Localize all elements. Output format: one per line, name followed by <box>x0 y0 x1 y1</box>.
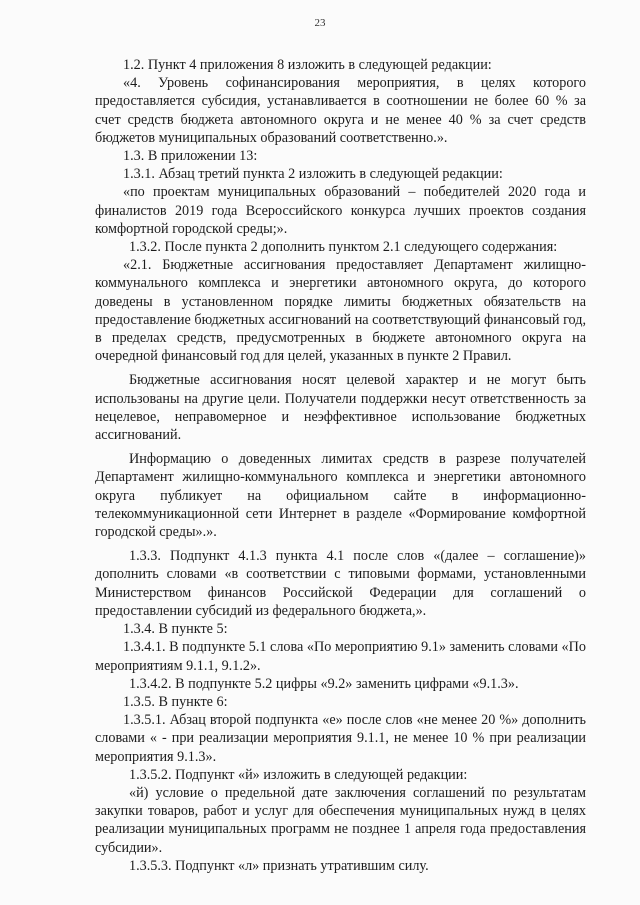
paragraph-2-1: «2.1. Бюджетные ассигнования предоставляет Департамент жилищно-коммунального комплекса и энергетики автономного округа, до которого доведены в установленном порядке лимиты бюджетных обязательств на предоставление бюджетных ассигнований на соответствующий финансовый год, в пределах средств, предусмотренных в бюджете автономного округа на очередной финансовый год для целей, указанных в пункте 2 Правил. <box>95 257 586 365</box>
paragraph-1-3: 1.3. В приложении 13: <box>123 148 258 165</box>
paragraph-1-2-text: «4. Уровень софинансирования мероприятия, в целях которого предоставляется субсидия, устанавливается в соотношении не более 60 % за счет средств бюджета автономного округа и не менее 40 % за счет средств бюджетов муниципальных образований соответственно.». <box>95 75 586 146</box>
paragraph-1-3-5: 1.3.5. В пункте 6: <box>123 693 228 710</box>
paragraph-limits-info: Информацию о доведенных лимитах средств в разрезе получателей Департамент жилищно-коммунального комплекса и энергетики автономного округа публикует на официальном сайте в информационно-телекоммуникационной сети Интернет в разделе «Формирование комфортной городской среды».». <box>95 451 586 541</box>
paragraph-1-3-4-2: 1.3.4.2. В подпункте 5.2 цифры «9.2» заменить цифрами «9.1.3». <box>129 675 519 692</box>
paragraph-1-3-5-1: 1.3.5.1. Абзац второй подпункта «е» после слов «не менее 20 %» дополнить словами « - при реализации мероприятия 9.1.1, не менее 10 % при реализации мероприятия 9.1.3». <box>95 712 586 765</box>
paragraph-1-3-4: 1.3.4. В пункте 5: <box>123 621 228 638</box>
paragraph-1-3-3: 1.3.3. Подпункт 4.1.3 пункта 4.1 после слов «(далее – соглашение)» дополнить словами «в соответствии с типовыми формами, установленными Министерством финансов Российской Федерации для соглашений о предоставлении субсидий из федерального бюджета,». <box>95 548 586 619</box>
paragraph-1-3-1: 1.3.1. Абзац третий пункта 2 изложить в следующей редакции: <box>123 166 503 183</box>
paragraph-1-3-2: 1.3.2. После пункта 2 дополнить пунктом 2.1 следующего содержания: <box>129 239 558 256</box>
paragraph-1-3-4-1: 1.3.4.1. В подпункте 5.1 слова «По мероприятию 9.1» заменить словами «По мероприятиям 9.1.1, 9.1.2». <box>95 639 586 674</box>
paragraph-1-2: 1.2. Пункт 4 приложения 8 изложить в следующей редакции: <box>123 57 492 73</box>
document-body <box>95 56 586 875</box>
paragraph-1-3-5-2-text: «й) условие о предельной дате заключения соглашений по результатам закупки товаров, работ и услуг для обеспечения муниципальных нужд в целях реализации муниципальных программ не позднее 1 апреля года предоставления субсидии». <box>95 784 586 856</box>
page-number: 23 <box>314 17 326 29</box>
paragraph-1-3-5-3: 1.3.5.3. Подпункт «л» признать утратившим силу. <box>129 857 429 874</box>
paragraph-1-3-5-2: 1.3.5.2. Подпункт «й» изложить в следующей редакции: <box>129 766 468 783</box>
paragraph-1-3-1-text: «по проектам муниципальных образований – победителей 2020 года и финалистов 2019 года Всероссийского конкурса лучших проектов создания комфортной городской среды;». <box>95 184 586 237</box>
paragraph-targeted-use: Бюджетные ассигнования носят целевой характер и не могут быть использованы на другие цели. Получатели поддержки несут ответственность за нецелевое, неправомерное и неэффективное использование бюджетных ассигнований. <box>95 372 586 444</box>
